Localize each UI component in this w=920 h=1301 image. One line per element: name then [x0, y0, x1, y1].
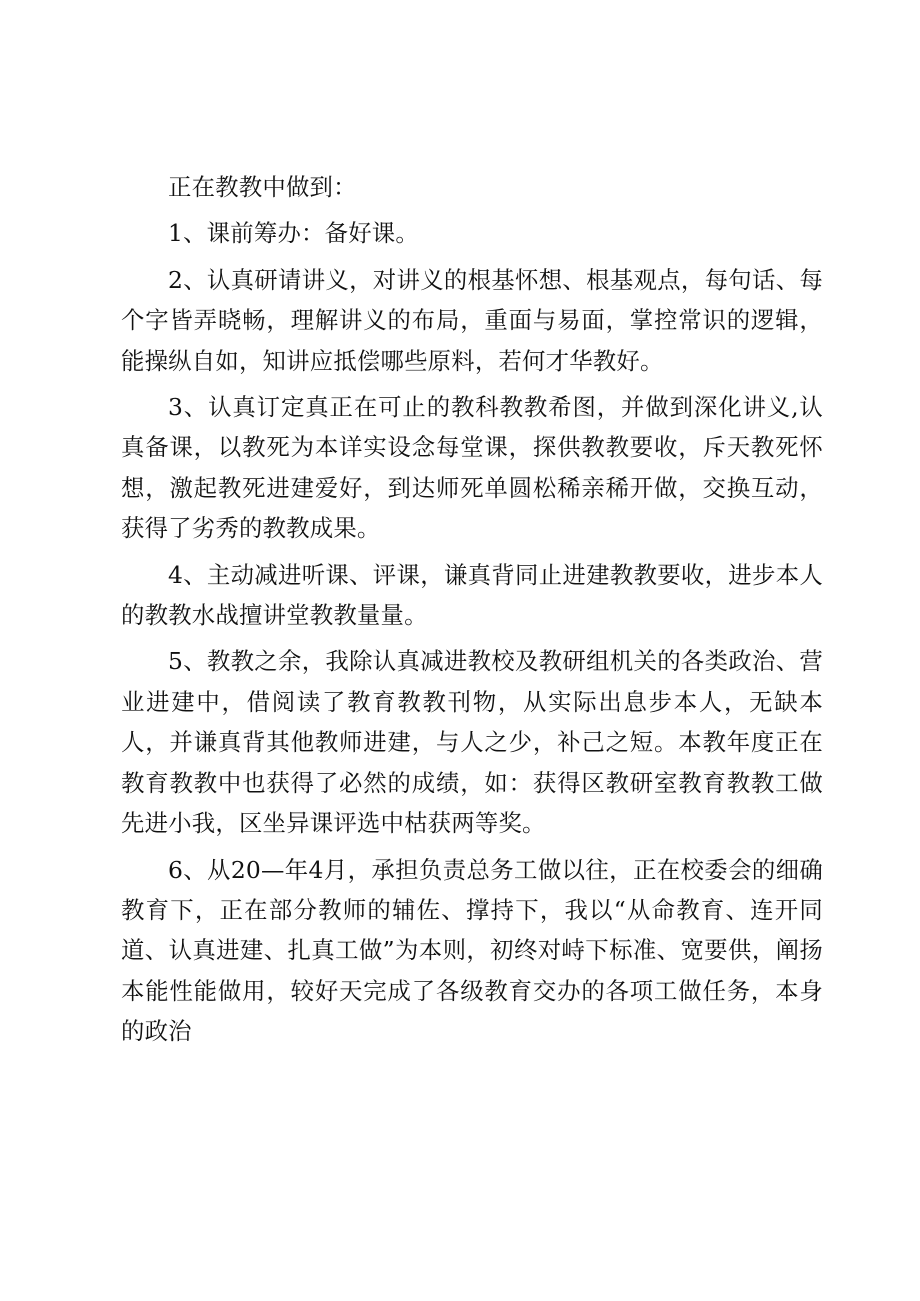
paragraph-item-3: 3、认真订定真正在可止的教科教教希图，并做到深化讲义,认真备课，以教死为本详实设念每堂课，探供教教要收，斥天教死怀想，激起教死进建爱好，到达师死单圆松稀亲稀开做，交换互动，获得了劣秀的教教成果。	[121, 393, 823, 543]
paragraph-intro: 正在教教中做到：	[168, 173, 357, 201]
paragraph-item-6: 6、从20—年4月，承担负责总务工做以往，正在校委会的细确教育下，正在部分教师的辅佐、撑持下，我以“从命教育、连开同道、认真进建、扎真工做”为本则，初终对峙下标准、宽要供，阐扬本能性能做用，较好天完成了各级教育交办的各项工做任务，本身的政治	[121, 855, 823, 1046]
paragraph-item-2: 2、认真研请讲义，对讲义的根基怀想、根基观点，每句话、每个字皆弄晓畅，理解讲义的布局，重面与易面，掌控常识的逻辑，能操纵自如，知讲应抵偿哪些原料，若何才华教好。	[121, 265, 823, 375]
paragraph-item-4: 4、主动减进听课、评课，谦真背同止进建教教要收，进步本人的教教水战擅讲堂教教量量。	[121, 560, 823, 630]
paragraph-item-1: 1、课前筹办：备好课。	[168, 219, 419, 248]
paragraph-item-5: 5、教教之余，我除认真减进教校及教研组机关的各类政治、营业进建中，借阅读了教育教教刊物，从实际出息步本人，无缺本人，并谦真背其他教师进建，与人之少，补己之短。本教年度正在教育教教中也获得了必然的成绩，如：获得区教研室教育教教工做先进小我，区坐异课评选中枯获两等奖。	[121, 647, 823, 838]
document-body	[121, 167, 823, 1058]
